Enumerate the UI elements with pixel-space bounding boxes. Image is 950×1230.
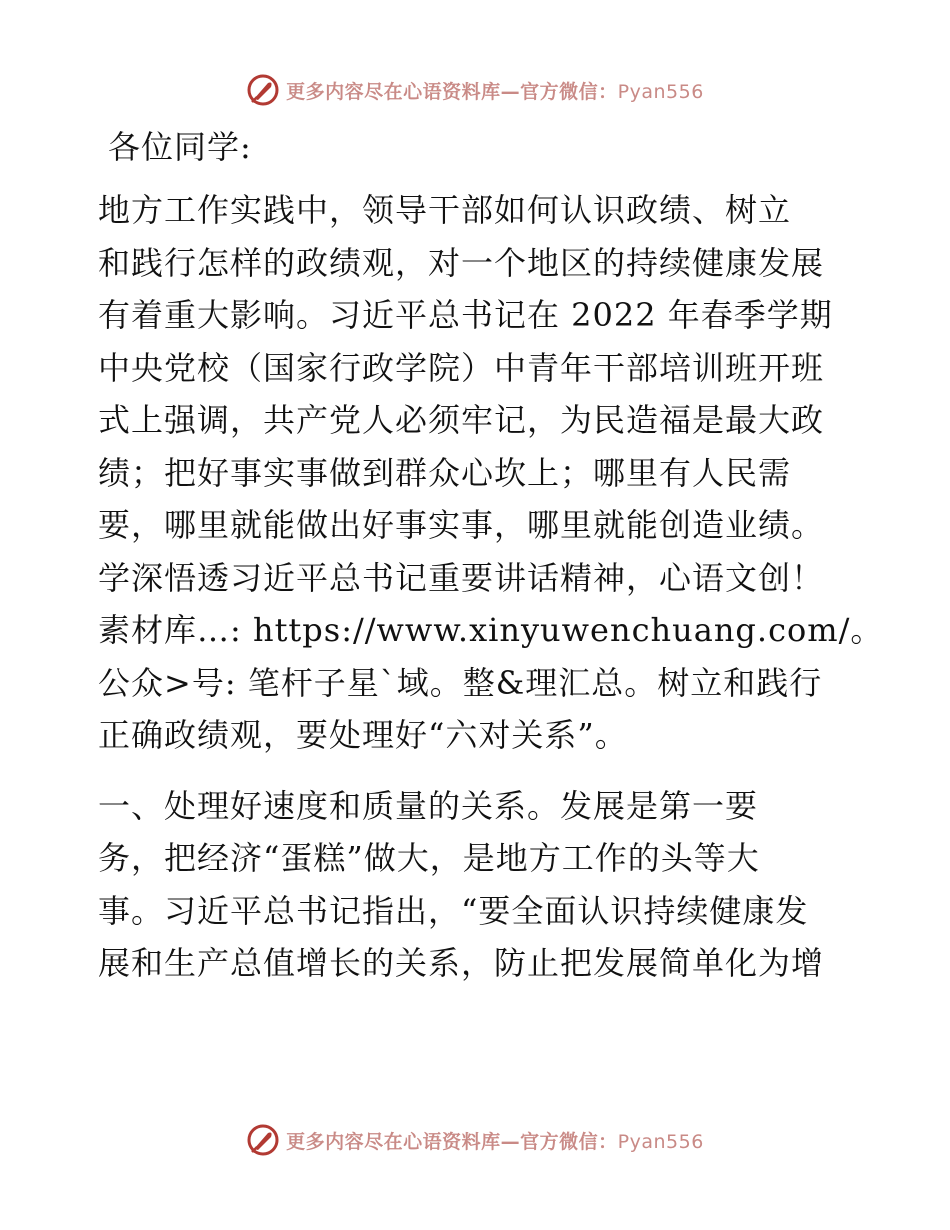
watermark-text	[286, 77, 704, 104]
greeting: 各位同学:	[108, 128, 252, 166]
paragraph-intro	[98, 184, 884, 762]
text-line: 务，把经济“蛋糕”做大，是地方工作的头等大	[98, 839, 760, 877]
text-line: 素材库…: https://www.xinyuwenchuang.com/。	[98, 611, 884, 649]
watermark-wechat-id: Pyan556	[617, 1130, 704, 1153]
footer-watermark	[0, 1120, 950, 1160]
document-body	[98, 122, 884, 990]
text-line: 要，哪里就能做出好事实事，哪里就能创造业绩。	[98, 506, 825, 544]
text-line: 绩；把好事实事做到群众心坎上；哪里有人民需	[98, 453, 792, 492]
watermark-wechat-id: Pyan556	[617, 80, 704, 103]
text-line: 展和生产总值增长的关系，防止把发展简单化为增	[98, 944, 825, 982]
paragraph-section-one	[98, 780, 858, 990]
watermark-text	[286, 1127, 704, 1154]
text-line: 中央党校（国家行政学院）中青年干部培训班开班	[98, 348, 825, 387]
text-line: 有着重大影响。习近平总书记在 2022 年春季学期	[98, 296, 833, 334]
watermark-label: 更多内容尽在心语资料库—官方微信：	[286, 80, 618, 103]
text-line: 和践行怎样的政绩观，对一个地区的持续健康发展	[98, 243, 825, 282]
text-line: 式上强调，共产党人必须牢记，为民造福是最大政	[98, 401, 825, 439]
feather-pen-logo-icon	[246, 73, 280, 107]
text-line: 一、处理好速度和质量的关系。发展是第一要	[98, 786, 759, 825]
text-line: 事。习近平总书记指出，“要全面认识持续健康发	[98, 891, 809, 930]
text-line: 学深悟透习近平总书记重要讲话精神，心语文创！	[98, 558, 825, 597]
text-line: 正确政绩观，要处理好“六对关系”。	[98, 716, 628, 754]
text-line: 地方工作实践中，领导干部如何认识政绩、树立	[98, 191, 792, 229]
text-line: 公众>号: 笔杆子星`域。整&理汇总。树立和践行	[98, 663, 823, 702]
feather-pen-logo-icon	[246, 1123, 280, 1157]
watermark-label: 更多内容尽在心语资料库—官方微信：	[286, 1130, 618, 1153]
header-watermark	[0, 70, 950, 110]
paragraph-spacer	[98, 762, 858, 780]
